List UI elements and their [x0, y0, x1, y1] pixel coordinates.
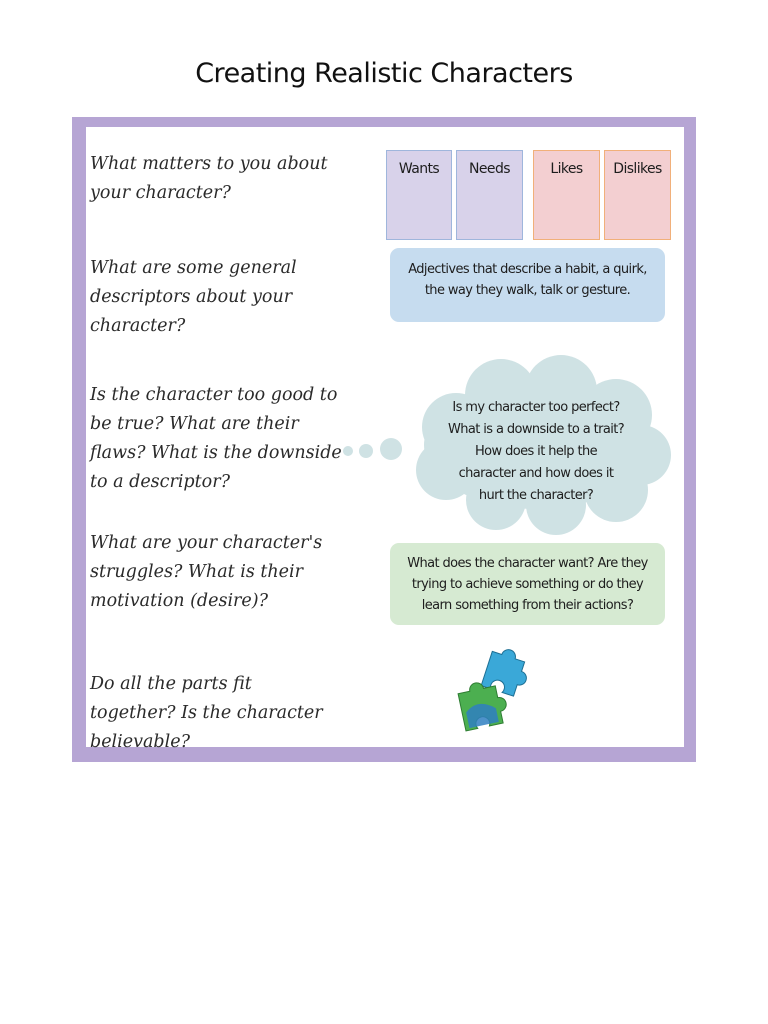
page-title: Creating Realistic Characters — [195, 58, 573, 89]
wants-box: Wants — [386, 150, 452, 240]
question-descriptors: What are some general descriptors about your character? — [90, 258, 297, 336]
needs-box: Needs — [456, 150, 523, 240]
struggles-note: What does the character want? Are they trying to achieve something or do they learn something from their actions? — [390, 543, 665, 625]
question-flaws: Is the character too good to be true? What are their flaws? What is the downside to a descriptor? — [90, 385, 342, 492]
question-struggles: What are your character's struggles? What is their motivation (desire)? — [90, 533, 323, 611]
question-believable: Do all the parts fit together? Is the character believable? — [90, 674, 323, 752]
puzzle-pieces-icon — [448, 632, 538, 742]
worksheet-frame — [72, 117, 696, 762]
descriptors-note: Adjectives that describe a habit, a quirk, the way they walk, talk or gesture. — [390, 248, 665, 322]
cloud-note: Is my character too perfect? What is a downside to a trait? How does it help the character and how does it hurt the character? — [447, 400, 625, 503]
question-matters: What matters to you about your character? — [90, 154, 328, 203]
likes-box: Likes — [533, 150, 600, 240]
worksheet-content — [86, 127, 684, 752]
dislikes-box: Dislikes — [604, 150, 671, 240]
